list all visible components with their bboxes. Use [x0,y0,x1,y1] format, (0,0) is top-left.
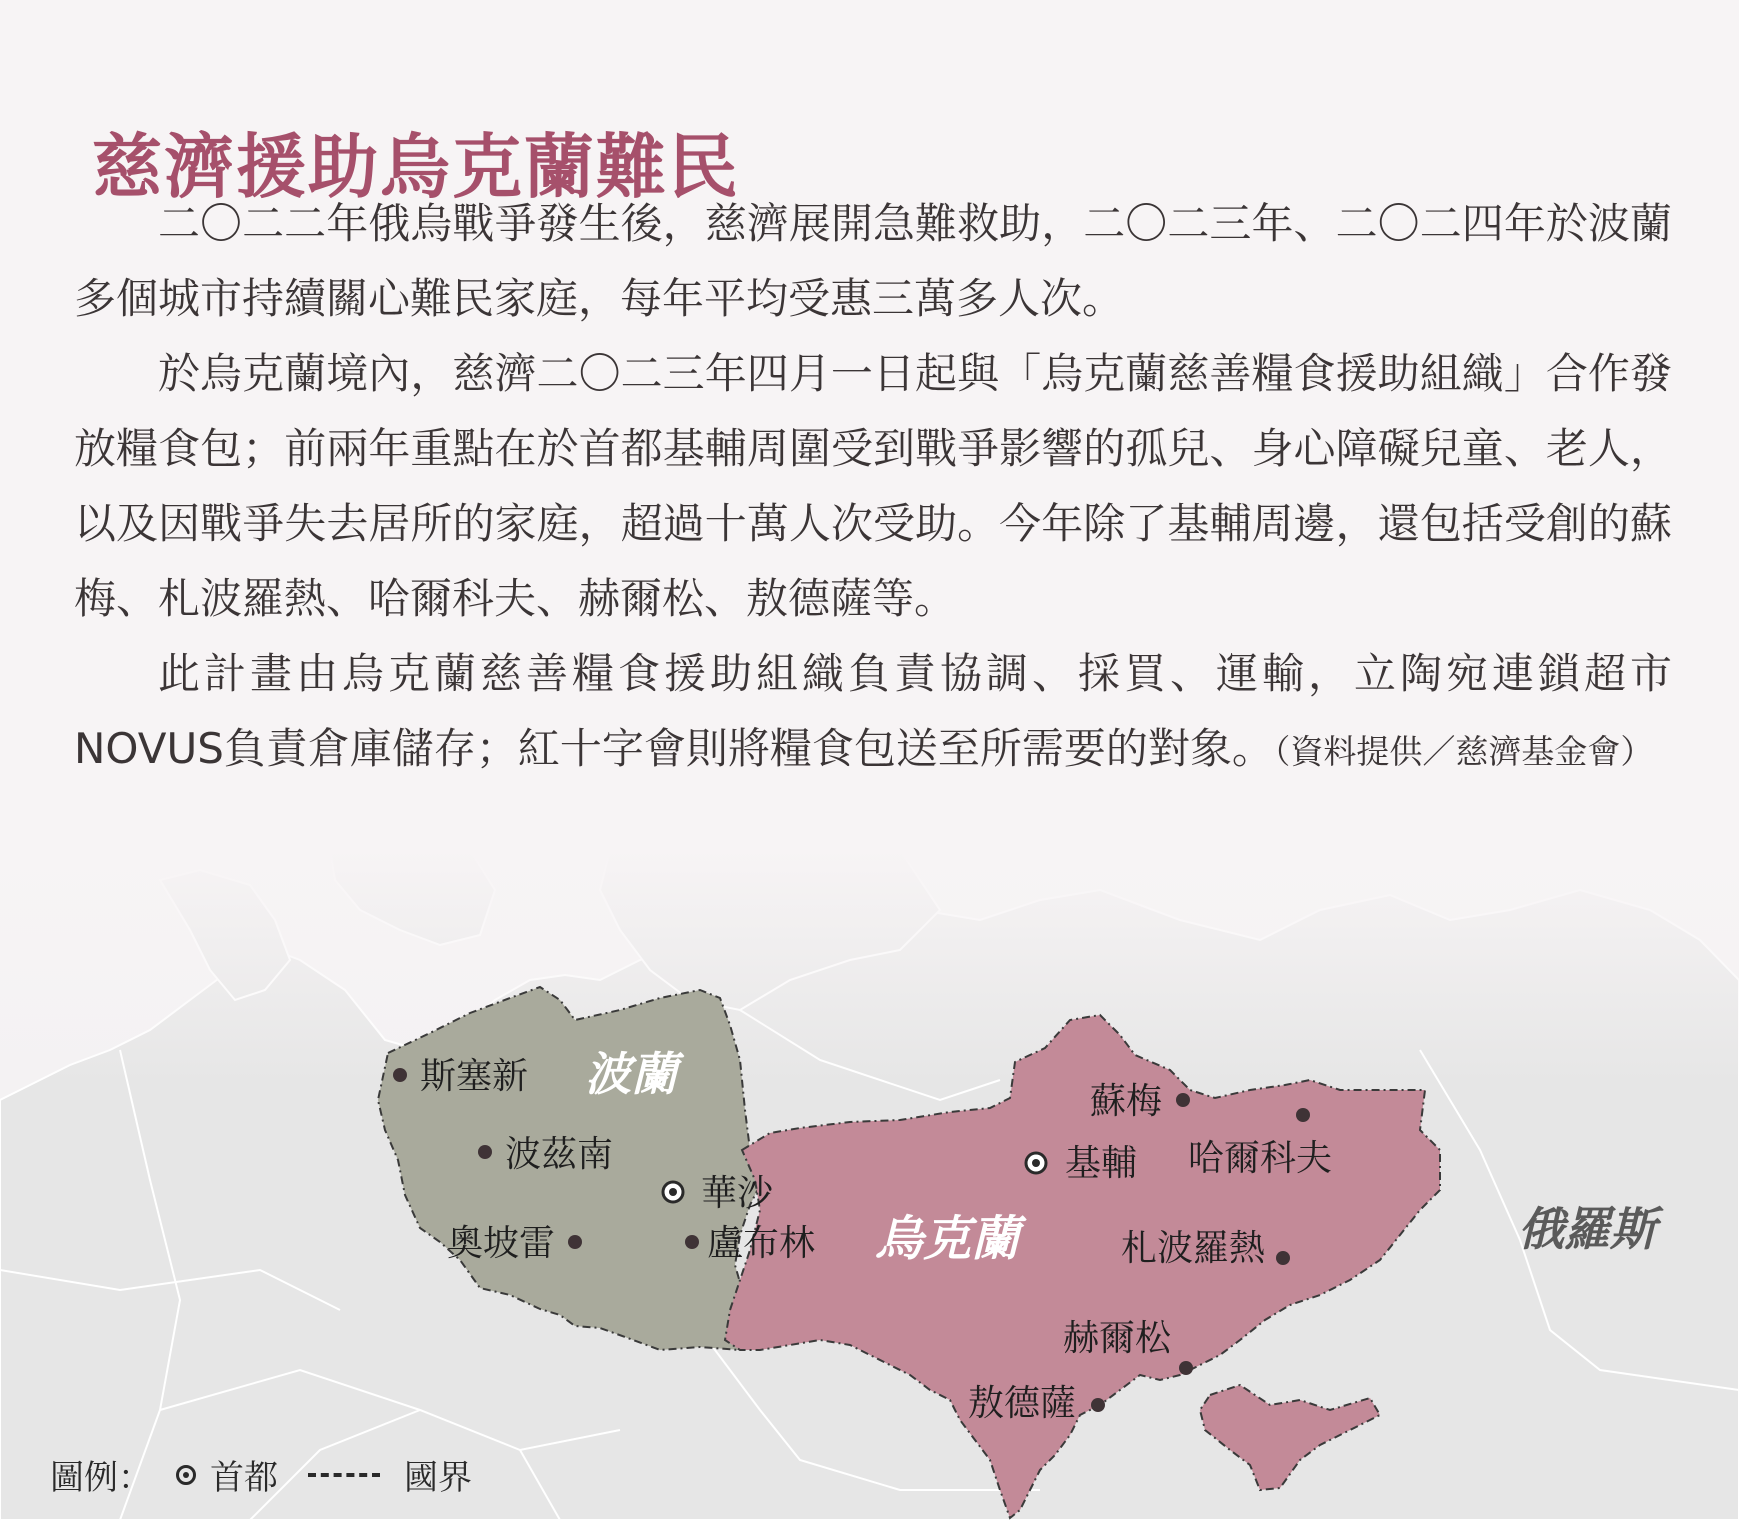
paragraph-3 [74,636,1672,789]
article-body [74,186,1672,789]
city-label-warsaw: 華沙 [701,1173,774,1214]
legend-capital-label: 首都 [210,1458,278,1498]
city-label-kharkiv: 哈爾科夫 [1188,1138,1333,1179]
city-dot-odesa [1091,1398,1105,1412]
city-label-lublin: 盧布林 [707,1223,816,1264]
city-label-poznan: 波茲南 [505,1134,614,1175]
city-dot-zaporizhzhia [1276,1251,1290,1265]
source-credit: （資料提供／慈濟基金會） [1273,732,1654,771]
legend-border-label: 國界 [404,1458,472,1498]
city-label-zaporizhzhia: 札波羅熱 [1121,1228,1266,1269]
city-label-opole: 奧坡雷 [447,1223,556,1264]
city-label-kyiv: 基輔 [1065,1143,1138,1184]
capital-marker-kyiv [1026,1153,1046,1173]
country-label-ukraine: 烏克蘭 [875,1211,1020,1267]
city-label-szczecin: 斯塞新 [420,1056,529,1097]
country-label-russia: 俄羅斯 [1518,1202,1656,1256]
country-label-poland: 波蘭 [585,1047,677,1101]
city-dot-szczecin [393,1068,407,1082]
city-dot-lublin [685,1235,699,1249]
legend-label: 圖例： [50,1458,152,1498]
page-title: 慈濟援助烏克蘭難民 [92,125,740,208]
region-map [0,850,1739,1520]
city-dot-kharkiv [1296,1108,1310,1122]
city-dot-poznan [478,1145,492,1159]
capital-marker-warsaw [663,1182,683,1202]
city-label-kherson: 赫爾松 [1063,1318,1172,1359]
city-dot-kherson [1179,1361,1193,1375]
paragraph-2: 於烏克蘭境內，慈濟二〇二三年四月一日起與「烏克蘭慈善糧食援助組織」合作發放糧食包；前兩年重點在於首都基輔周圍受到戰爭影響的孤兒、身心障礙兒童、老人，以及因戰爭失去居所的家庭，超過十萬人次受助。今年除了基輔周邊，還包括受創的蘇梅、札波羅熱、哈爾科夫、赫爾松、敖德薩等。 [74,349,1672,623]
paragraph-3-text: 此計畫由烏克蘭慈善糧食援助組織負責協調、採買、運輸，立陶宛連鎖超市NOVUS負責倉庫儲存；紅十字會則將糧食包送至所需要的對象。 [74,649,1672,773]
paragraph-1: 二〇二二年俄烏戰爭發生後，慈濟展開急難救助，二〇二三年、二〇二四年於波蘭多個城市持續關心難民家庭，每年平均受惠三萬多人次。 [74,199,1672,323]
city-dot-sumy [1176,1093,1190,1107]
dash-dot-border-icon [308,1473,380,1477]
city-label-odesa: 敖德薩 [968,1383,1077,1424]
capital-marker-icon [176,1465,196,1485]
map-legend [50,1450,472,1499]
city-dot-opole [568,1235,582,1249]
city-label-sumy: 蘇梅 [1090,1081,1163,1122]
